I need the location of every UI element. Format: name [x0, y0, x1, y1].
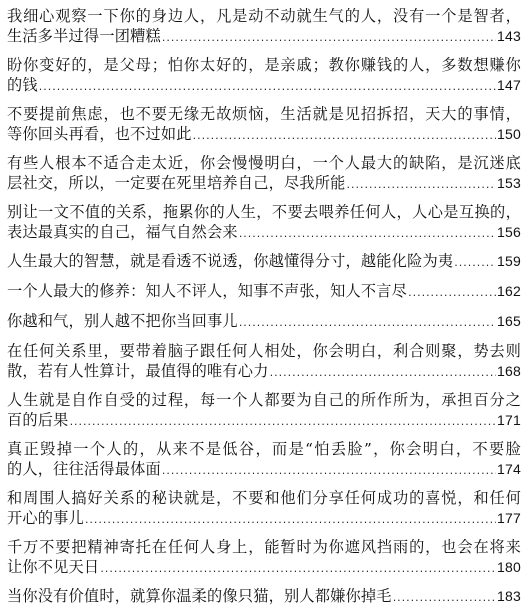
toc-entry-last-line: [7, 173, 521, 195]
toc-entry-title-tail: 一个人最大的修养：知人不评人，知事不声张，知人不言尽: [7, 282, 408, 300]
page-number[interactable]: 156: [497, 224, 521, 240]
toc-entry-title-tail: 百的后果: [7, 411, 69, 429]
toc-entry-title-line: 人生就是自作自受的过程，每一个人都要为自己的所作所为，承担百分之: [7, 391, 521, 409]
page-number[interactable]: 150: [497, 126, 521, 142]
dot-leader: [70, 412, 496, 432]
dot-leader: [347, 175, 497, 195]
toc-entry[interactable]: [7, 586, 521, 608]
page-number[interactable]: 180: [497, 559, 521, 575]
page-number[interactable]: 143: [497, 28, 521, 44]
toc-entry[interactable]: [7, 537, 521, 579]
dot-leader: [162, 28, 496, 48]
page-number[interactable]: 165: [497, 313, 521, 329]
toc-entry-last-line: [7, 124, 521, 146]
toc-entry-title-line: 盼你变好的，是父母；怕你太好的，是亲戚；教你赚钱的人，多数想赚你: [7, 56, 521, 74]
page-number[interactable]: 162: [497, 283, 521, 299]
dot-leader: [193, 126, 496, 146]
toc-entry-title-tail: 人生最大的智慧，就是看透不说透，你越懂得分寸，越能化险为夷: [7, 252, 454, 270]
dot-leader: [39, 77, 496, 97]
dot-leader: [393, 588, 496, 608]
toc-entry-last-line: [7, 251, 521, 273]
page-number[interactable]: 174: [497, 461, 521, 477]
toc-entry-title-line: 在任何关系里，要带着脑子跟任何人相处，你会明白，利合则聚，势去则: [7, 342, 521, 360]
page-number[interactable]: 153: [497, 175, 521, 191]
toc-entry-title-tail: 开心的事儿: [7, 509, 84, 527]
toc-entry[interactable]: [7, 390, 521, 432]
toc-entry-title-tail: 层社交，所以，一定要在死里培养自己，尽我所能: [7, 174, 346, 192]
toc-entry-title-tail: 当你没有价值时，就算你温柔的像只猫，别人都嫌你掉毛: [7, 587, 392, 605]
page-number[interactable]: 168: [497, 363, 521, 379]
toc-entry-last-line: [7, 222, 521, 244]
toc-entry-title-tail: 生活多半过得一团糟糕: [7, 27, 161, 45]
dot-leader: [239, 224, 496, 244]
toc-entry-last-line: [7, 361, 521, 383]
page-number[interactable]: 177: [497, 510, 521, 526]
dot-leader: [408, 283, 496, 303]
toc-entry-title-tail: 的人，往往活得最体面: [7, 460, 161, 478]
dot-leader: [100, 559, 496, 579]
toc-entry[interactable]: [7, 55, 521, 97]
toc-entry[interactable]: [7, 311, 521, 333]
toc-entry[interactable]: [7, 6, 521, 48]
toc-entry-title-line: 别让一文不值的关系，拖累你的人生，不要去喂养任何人，人心是互换的，: [7, 203, 521, 221]
page-number[interactable]: 171: [497, 412, 521, 428]
page-number[interactable]: 147: [497, 77, 521, 93]
dot-leader: [454, 253, 496, 273]
toc-entry[interactable]: [7, 202, 521, 244]
toc-entry-last-line: [7, 557, 521, 579]
toc-entry-title-line: 我细心观察一下你的身边人，凡是动不动就生气的人，没有一个是智者，: [7, 7, 521, 25]
dot-leader: [239, 313, 496, 333]
toc-entry-title-line: 千万不要把精神寄托在任何人身上，能暂时为你遮风挡雨的，也会在将来: [7, 538, 521, 556]
toc-entry[interactable]: [7, 439, 521, 481]
dot-leader: [85, 510, 496, 530]
toc-entry-last-line: [7, 311, 521, 333]
toc-entry-title-tail: 你越和气，别人越不把你当回事儿: [7, 312, 238, 330]
toc-entry[interactable]: [7, 281, 521, 303]
toc-entry-title-tail: 让你不见天日: [7, 558, 100, 576]
dot-leader: [162, 461, 496, 481]
toc-entry-last-line: [7, 75, 521, 97]
toc-entry-title-line: 有些人根本不适合走太近，你会慢慢明白，一个人最大的缺陷，是沉迷底: [7, 154, 521, 172]
toc-entry[interactable]: [7, 153, 521, 195]
page-number[interactable]: 183: [497, 588, 521, 604]
toc-entry-last-line: [7, 459, 521, 481]
toc-entry[interactable]: [7, 341, 521, 383]
toc-entry[interactable]: [7, 251, 521, 273]
toc-entry-last-line: [7, 586, 521, 608]
toc-entry-title-tail: 等你回头再看，也不过如此: [7, 125, 192, 143]
toc-entry-title-line: 真正毁掉一个人的，从来不是低谷，而是“怕丢脸”，你会明白，不要脸: [7, 440, 521, 458]
dot-leader: [270, 363, 496, 383]
toc-entry-title-line: 和周围人搞好关系的秘诀就是，不要和他们分享任何成功的喜悦，和任何: [7, 489, 521, 507]
toc-entry-title-tail: 散，若有人性算计，最值得的唯有心力: [7, 362, 269, 380]
toc-entry-last-line: [7, 281, 521, 303]
toc-entry-last-line: [7, 26, 521, 48]
page-number[interactable]: 159: [497, 253, 521, 269]
toc-entry-title-tail: 表达最真实的自己，福气自然会来: [7, 223, 238, 241]
toc-entry[interactable]: [7, 488, 521, 530]
table-of-contents: [7, 6, 521, 616]
toc-entry-last-line: [7, 410, 521, 432]
toc-entry[interactable]: [7, 104, 521, 146]
toc-entry-title-tail: 的钱: [7, 76, 38, 94]
toc-entry-title-line: 不要提前焦虑，也不要无缘无故烦恼，生活就是见招拆招，天大的事情，: [7, 105, 521, 123]
toc-entry-last-line: [7, 508, 521, 530]
